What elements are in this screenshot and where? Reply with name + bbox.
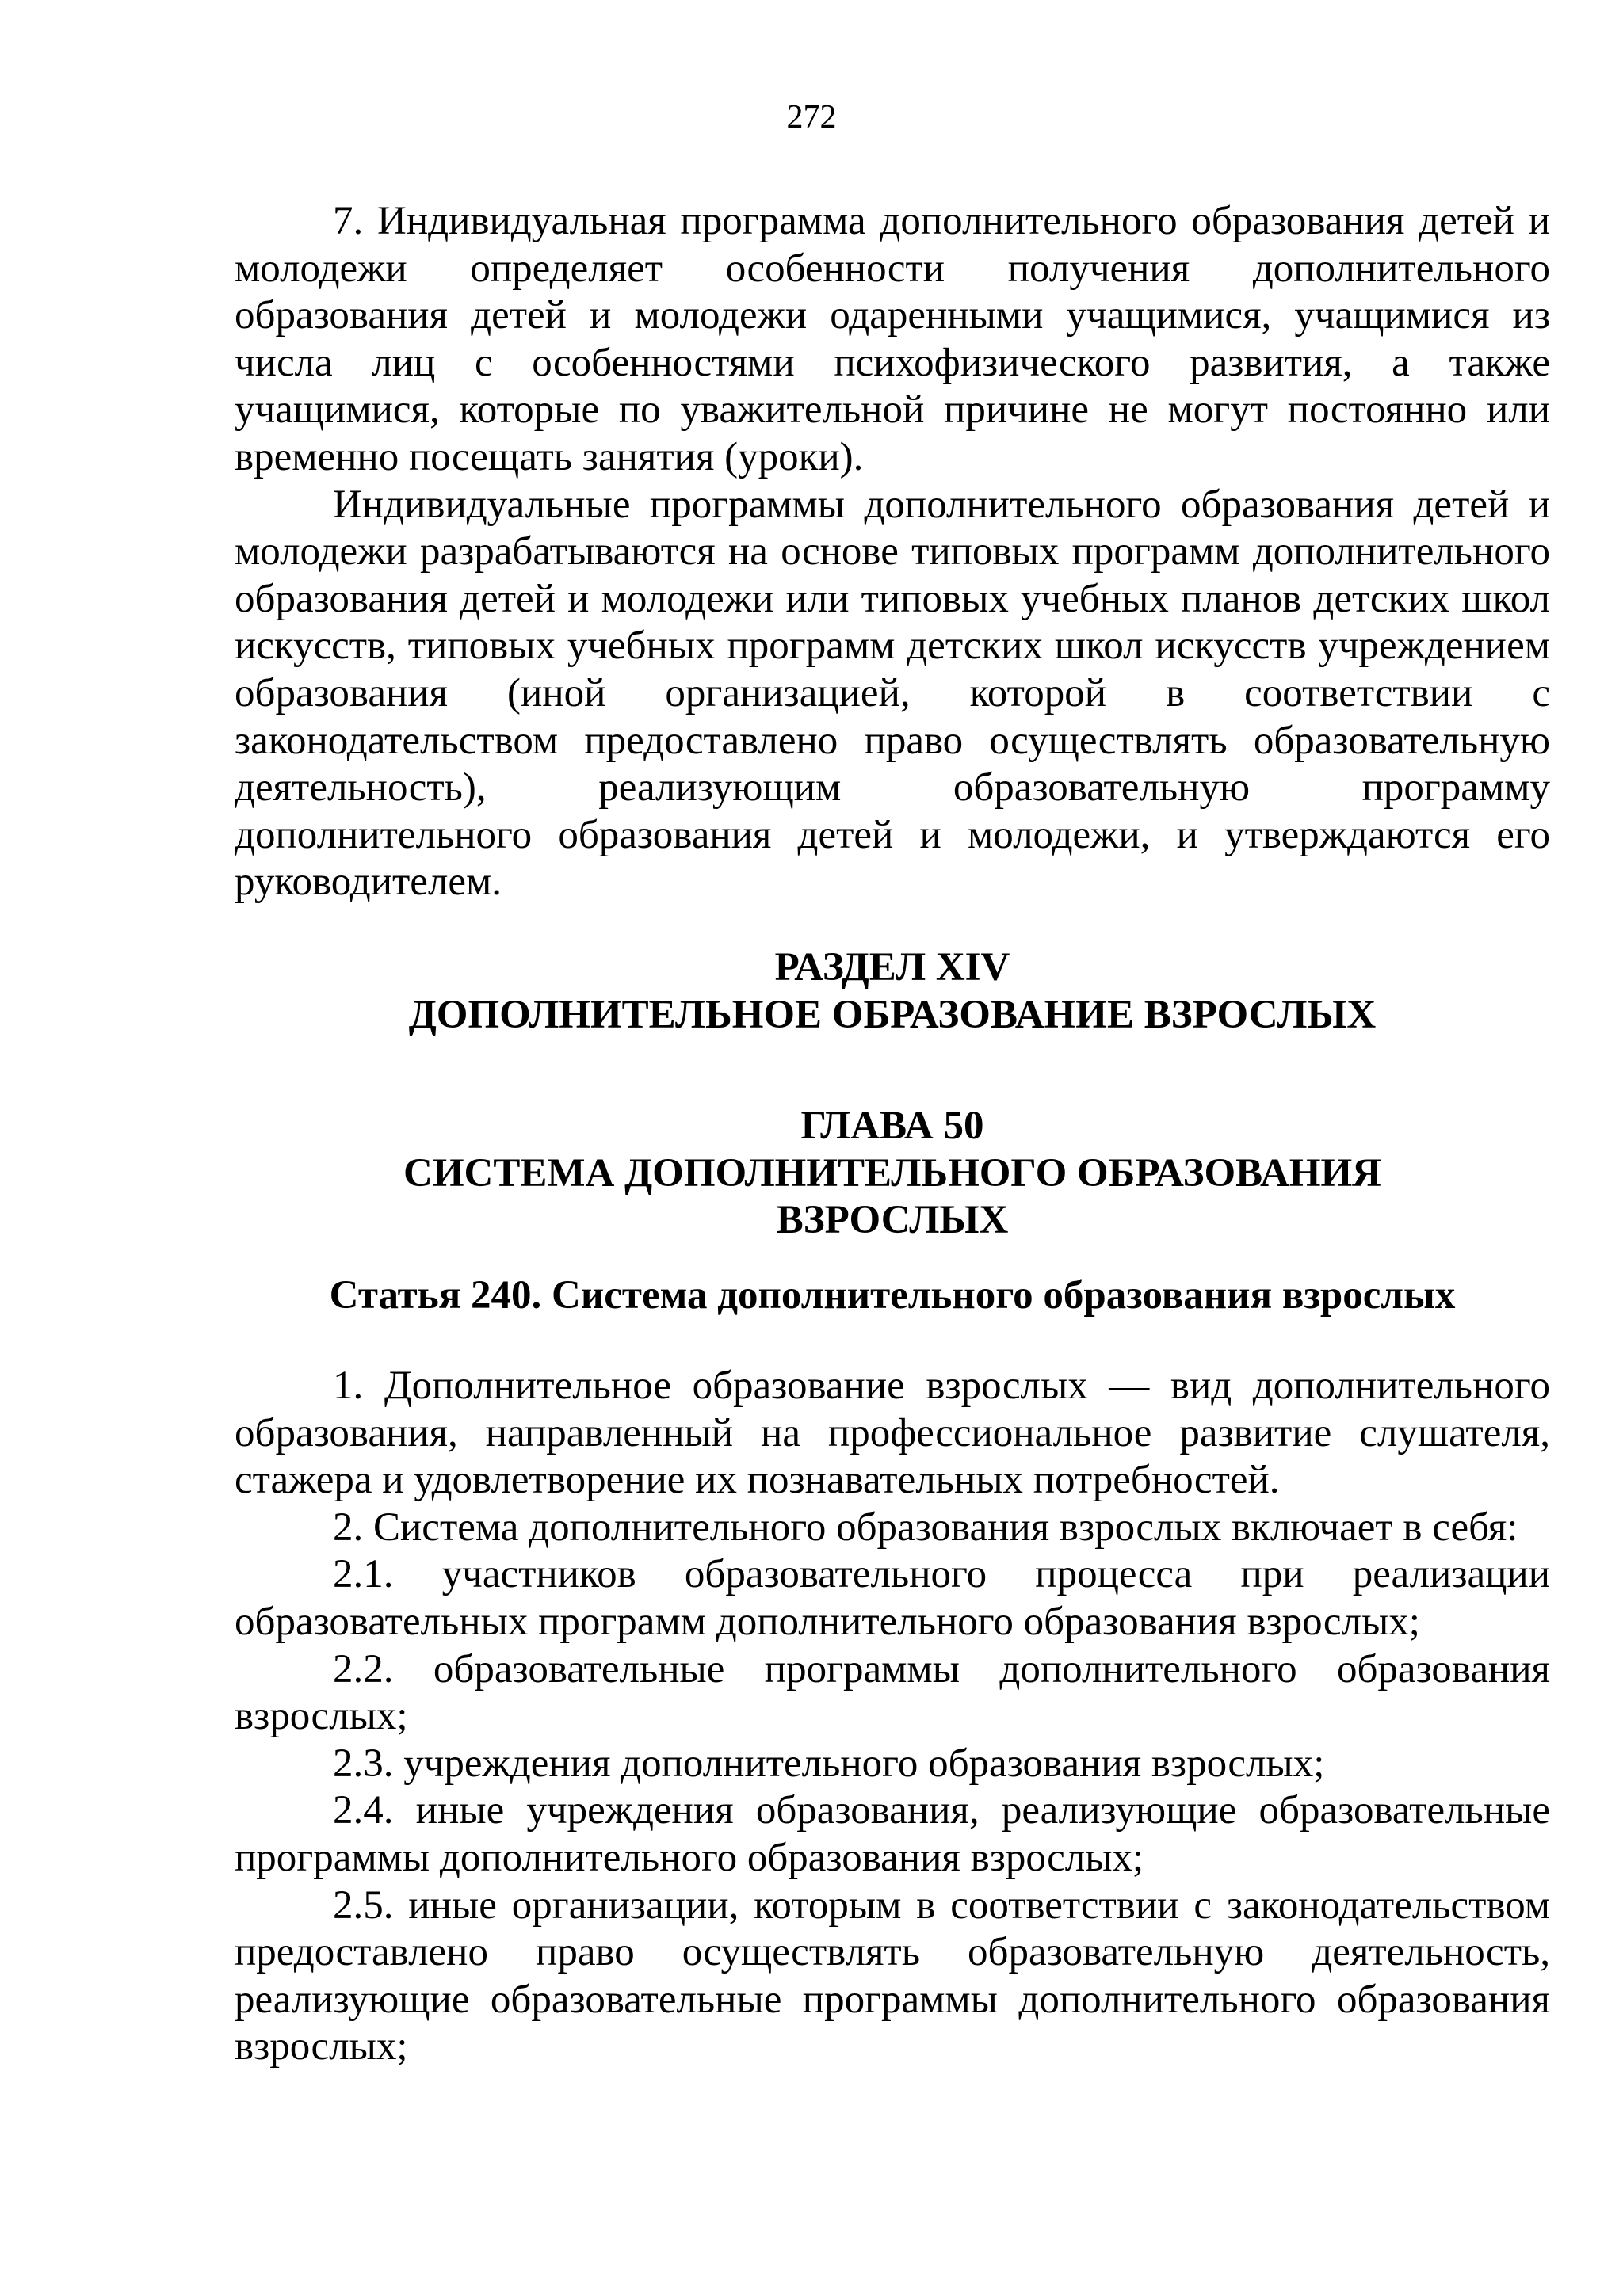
paragraph-group-top [235,198,1550,906]
paragraph: 1. Дополнительное образование взрослых — вид дополнительного образования, направленный на профессиональное развитие слушателя, стажера и удовлетворение их познавательных потребностей. [235,1363,1550,1503]
article-heading [235,1272,1550,1320]
paragraph-group-article [235,1363,1550,2071]
article-title: Статья 240. Система дополнительного образования взрослых [329,1273,1456,1318]
paragraph: Индивидуальные программы дополнительного образования детей и молодежи разрабатываются на основе типовых программ дополнительного образования детей и молодежи или типовых учебных планов детских школ искусств, типовых учебных программ детских школ искусств учреждением образования (иной организацией, которой в соответствии с законодательством предоставлено право осуществлять образовательную деятельность), реализующим образовательную программу дополнительного образования детей и молодежи, и утверждаются его руководителем. [235,482,1550,905]
paragraph: 2. Система дополнительного образования взрослых включает в себя: [333,1505,1518,1550]
paragraph: 2.2. образовательные программы дополнительного образования взрослых; [235,1646,1550,1739]
section-label: РАЗДЕЛ XIV [774,945,1010,990]
page-number: 272 [786,99,837,135]
section-heading [235,944,1550,1039]
chapter-title-line-1: СИСТЕМА ДОПОЛНИТЕЛЬНОГО ОБРАЗОВАНИЯ [403,1150,1381,1196]
chapter-label: ГЛАВА 50 [800,1104,984,1148]
paragraph: 2.3. учреждения дополнительного образования взрослых; [333,1741,1325,1786]
chapter-title-line-2: ВЗРОСЛЫХ [776,1198,1009,1243]
paragraph: 2.5. иные организации, которым в соответствии с законодательством предоставлено право осуществлять образовательную деятельность, реализующие образовательные программы дополнительного образования взрослых; [235,1882,1550,2069]
section-title: ДОПОЛНИТЕЛЬНОЕ ОБРАЗОВАНИЕ ВЗРОСЛЫХ [408,992,1377,1037]
paragraph: 2.4. иные учреждения образования, реализующие образовательные программы дополнительного образования взрослых; [235,1788,1550,1880]
paragraph: 7. Индивидуальная программа дополнительного образования детей и молодежи определяет особенности получения дополнительного образования детей и молодежи одаренными учащимися, учащимися из числа лиц с особенностями психофизического развития, а также учащимися, которые по уважительной причине не могут постоянно или временно посещать занятия (уроки). [235,199,1550,479]
chapter-heading [235,1103,1550,1245]
paragraph: 2.1. участников образовательного процесса при реализации образовательных программ дополнительного образования взрослых; [235,1552,1550,1644]
